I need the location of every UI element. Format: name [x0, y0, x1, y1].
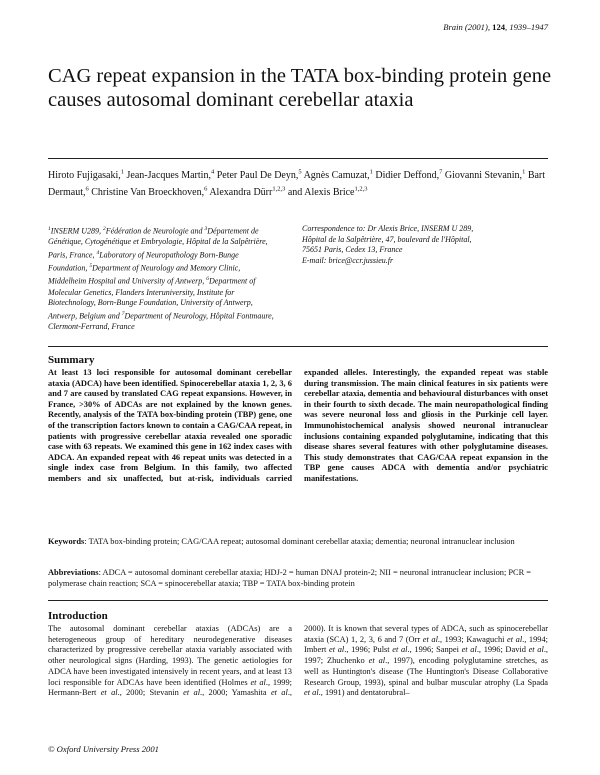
- correspondence-line: Correspondence to: Dr Alexis Brice, INSERM U 289,: [302, 224, 474, 233]
- author: and Alexis Brice$^{1,2,3}$: [287, 185, 368, 199]
- affiliations: $^1$INSERM U289, $^2$Fédération de Neurologie and $^3$Département de Génétique, Cytogénétique et Embryologie, Hôpital de la Salpêtrière, Paris, France, $^4$Laboratory of Neuropathology Born-Bunge Foundation, $^5$Department of Neurology and Memory Clinic, Middelheim Hospital and University of Antwerp, $^6$Department of Molecular Genetics, Flanders Interuniversity, Institute for Biotechnology, Born-Bunge Foundation, University of Antwerp, Antwerp, Belgium and $^7$Department of Neurology, Hôpital Fontmaure, Clermont-Ferrand, France: [48, 226, 274, 332]
- author: Bart Dermaut,$^6$: [48, 170, 546, 199]
- journal-pages: , 1939–1947: [505, 22, 548, 32]
- correspondence-line: Hôpital de la Salpêtrière, 47, boulevard de l'Hôpital,: [302, 234, 472, 244]
- summary-heading: Summary: [48, 354, 95, 366]
- abbreviations-label: Abbreviations: [48, 568, 99, 577]
- author: Peter Paul De Deyn,$^5$: [216, 169, 302, 182]
- author: Didier Deffond,$^7$: [375, 169, 443, 182]
- correspondence: [302, 224, 552, 266]
- abbreviations-text: : ADCA = autosomal dominant cerebellar ataxia; HDJ-2 = human DNAJ protein-2; NII = neuronal intranuclear inclusion; PCR = polymerase chain reaction; SCA = spinocerebellar ataxia; TBP = TATA box-binding protein: [48, 568, 532, 588]
- author: Jean-Jacques Martin,$^4$: [126, 169, 215, 182]
- journal-name: Brain (2001),: [443, 22, 493, 32]
- correspondence-email: E-mail: brice@ccr.jussieu.fr: [302, 255, 394, 265]
- author: Giovanni Stevanin,$^1$: [444, 169, 526, 182]
- keywords: [48, 537, 548, 548]
- summary-text: At least 13 loci responsible for autosomal dominant cerebellar ataxia (ADCA) have been identified. Spinocerebellar ataxia 1, 2, 3, 6 and 7 are caused by translated CAG repeat expansions. However, in France, >30% of ADCAs are not explained by the known genes. Recently, analysis of the TATA box-binding protein (TBP) gene, one of the transcription factors known to contain a CAG/CAA repeat, in patients with progressive cerebellar ataxia revealed one sporadic case with 63 repeats. We examined this gene in 162 index cases with ADCA. An expanded repeat with 46 repeat units was detected in a single index case from Belgium. In this family, two affected members and six unaffected, but at-risk, individuals carried expanded alleles. Interestingly, the expanded repeat was stable during transmission. The main clinical features in six patients were cerebellar ataxia, dementia and behavioural disturbances with onset in their fourth to sixth decade. The main neuropathological finding was severe neuronal loss and gliosis in the Purkinje cell layer. Immunohistochemical analysis showed neuronal intranuclear inclusions containing expanded polyglutamine, indicating that this disease shares several features with other polyglutamine diseases. This study demonstrates that CAG/CAA repeat expansion in the TBP gene causes ADCA with dementia and/or psychiatric manifestations.: [48, 368, 548, 483]
- author-list: [48, 166, 558, 200]
- summary-rule: [48, 346, 548, 347]
- correspondence-line: 75651 Paris, Cedex 13, France: [302, 245, 403, 255]
- journal-volume: 124: [492, 22, 506, 32]
- author: Agnès Camuzat,$^1$: [303, 169, 373, 182]
- journal-citation: [443, 22, 548, 32]
- title-rule: [48, 158, 548, 159]
- abbreviations: [48, 568, 548, 590]
- author: Christine Van Broeckhoven,$^6$: [91, 185, 208, 199]
- keywords-label: Keywords: [48, 537, 85, 546]
- article-title: CAG repeat expansion in the TATA box-binding protein gene causes autosomal dominant cerebellar ataxia: [48, 65, 552, 111]
- introduction-heading: Introduction: [48, 610, 108, 622]
- author: Alexandra Dürr$^{1,2,3}$: [209, 185, 286, 199]
- intro-rule: [48, 600, 548, 601]
- copyright-footer: © Oxford University Press 2001: [48, 744, 159, 754]
- keywords-text: : TATA box-binding protein; CAG/CAA repeat; autosomal dominant cerebellar ataxia; dementia; neuronal intranuclear inclusion: [84, 537, 515, 546]
- author: Hiroto Fujigasaki,$^1$: [48, 169, 125, 182]
- introduction-text: The autosomal dominant cerebellar ataxias (ADCAs) are a heterogeneous group of hereditary neurodegenerative diseases characterized by progressive cerebellar ataxia variably associated with other neurological signs (Harding, 1993). The genetic aetiologies for ADCA have been investigated intensively in recent years, and at least 13 loci responsible for ADCAs have been identified (Holmes et al., 1999; Hermann-Bert et al., 2000; Stevanin et al., 2000; Yamashita et al., 2000). It is known that several types of ADCA, such as spinocerebellar ataxia (SCA) 1, 2, 3, 6 and 7 (Orr et al., 1993; Kawaguchi et al., 1994; Imbert et al., 1996; Pulst et al., 1996; Sanpei et al., 1996; David et al., 1997; Zhuchenko et al., 1997), encoding polyglutamine stretches, as well as Huntington's disease (The Huntington's Disease Collaborative Research Group, 1993), spinal and bulbar muscular atrophy (La Spada et al., 1991) and dentatorubral–: [48, 624, 548, 698]
